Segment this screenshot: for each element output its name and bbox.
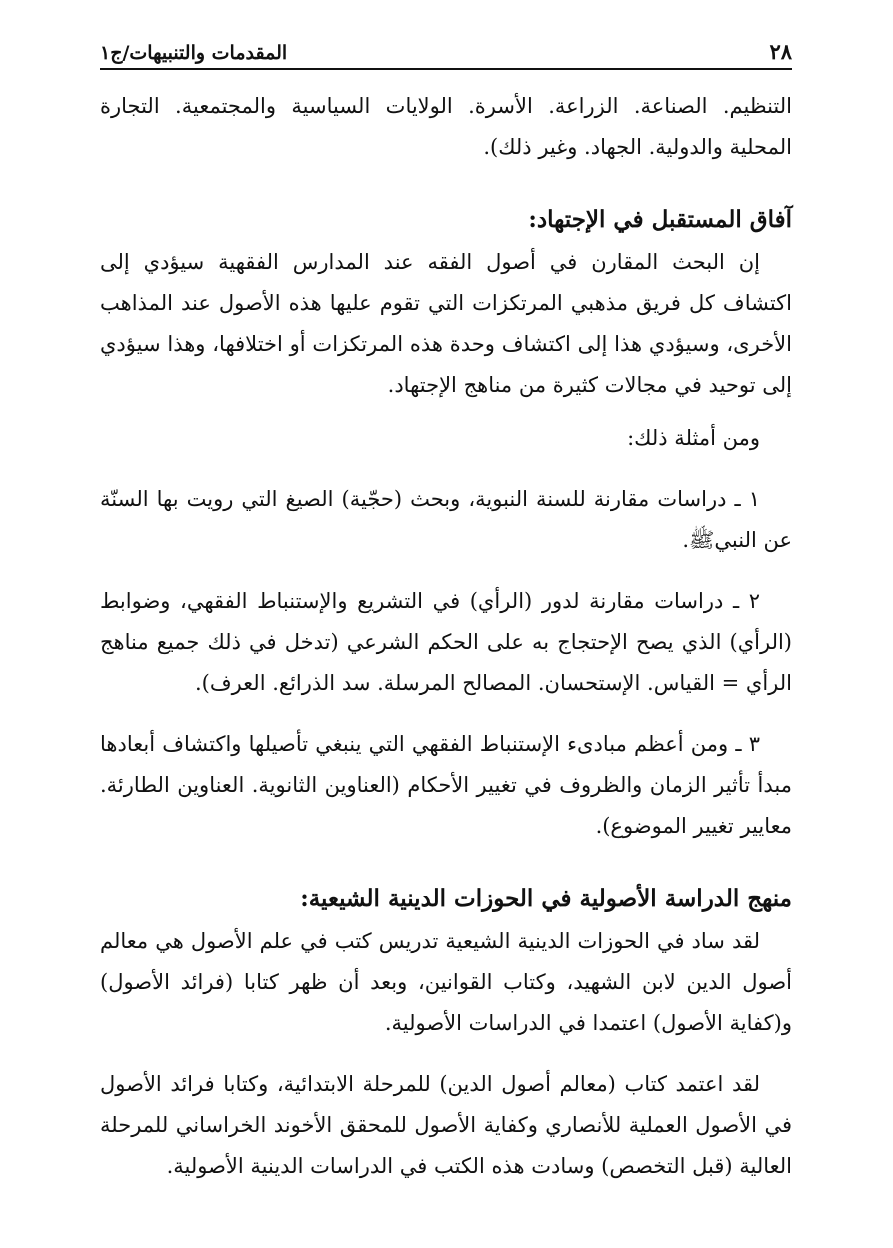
book-page <box>100 0 792 1248</box>
section-heading-future-horizons: آفاق المستقبل في الإجتهاد: <box>528 206 792 233</box>
page-body <box>100 86 792 1187</box>
page-number: ٢٨ <box>769 39 792 64</box>
example-item-3: ٣ ـ ومن أعظم مبادىء الإستنباط الفقهي التي ينبغي تأصيلها واكتشاف أبعادها مبدأ تأثير الزمان والظروف في تغيير الأحكام (العناوين الثانوية. العناوين الطارئة. معايير تغيير الموضوع). <box>100 732 792 838</box>
section-paragraph: لقد ساد في الحوزات الدينية الشيعية تدريس كتب في علم الأصول هي معالم أصول الدين لابن الشهيد، وكتاب القوانين، وبعد أن ظهر كتابا (فرائد الأصول) و(كفاية الأصول) اعتمدا في الدراسات الأصولية. <box>100 929 792 1035</box>
section-paragraph: لقد اعتمد كتاب (معالم أصول الدين) للمرحلة الابتدائية، وكتابا فرائد الأصول في الأصول العملية للأنصاري وكفاية الأصول للمحقق الأخوند الخراساني للمرحلة العالية (قبل التخصص) وسادت هذه الكتب في الدراسات الدينية الأصولية. <box>100 1072 792 1178</box>
running-title: المقدمات والتنبيهات/ج١ <box>100 42 288 64</box>
example-item-1: ١ ـ دراسات مقارنة للسنة النبوية، وبحث (حجّية) الصيغ التي رويت بها السنّة عن النبيﷺ. <box>100 487 792 552</box>
section-paragraph: إن البحث المقارن في أصول الفقه عند المدارس الفقهية سيؤدي إلى اكتشاف كل فريق مذهبي المرتكزات التي تقوم عليها هذه الأصول عند المذاهب الأخرى، وسيؤدي هذا إلى اكتشاف وحدة هذه المرتكزات أو اختلافها، وهذا سيؤدي إلى توحيد في مجالات كثيرة من مناهج الإجتهاد. <box>100 250 792 397</box>
examples-intro: ومن أمثلة ذلك: <box>627 426 760 450</box>
intro-paragraph: التنظيم. الصناعة. الزراعة. الأسرة. الولايات السياسية والمجتمعية. التجارة المحلية والدولية. الجهاد. وغير ذلك). <box>100 94 792 159</box>
example-item-2: ٢ ـ دراسات مقارنة لدور (الرأي) في التشريع والإستنباط الفقهي، وضوابط (الرأي) الذي يصح الإحتجاج به على الحكم الشرعي (تدخل في ذلك جميع مناهج الرأي = القياس. الإستحسان. المصالح المرسلة. سد الذرائع. العرف). <box>100 589 792 695</box>
page-header <box>100 30 792 70</box>
section-heading-usul-method: منهج الدراسة الأصولية في الحوزات الدينية الشيعية: <box>300 885 792 912</box>
